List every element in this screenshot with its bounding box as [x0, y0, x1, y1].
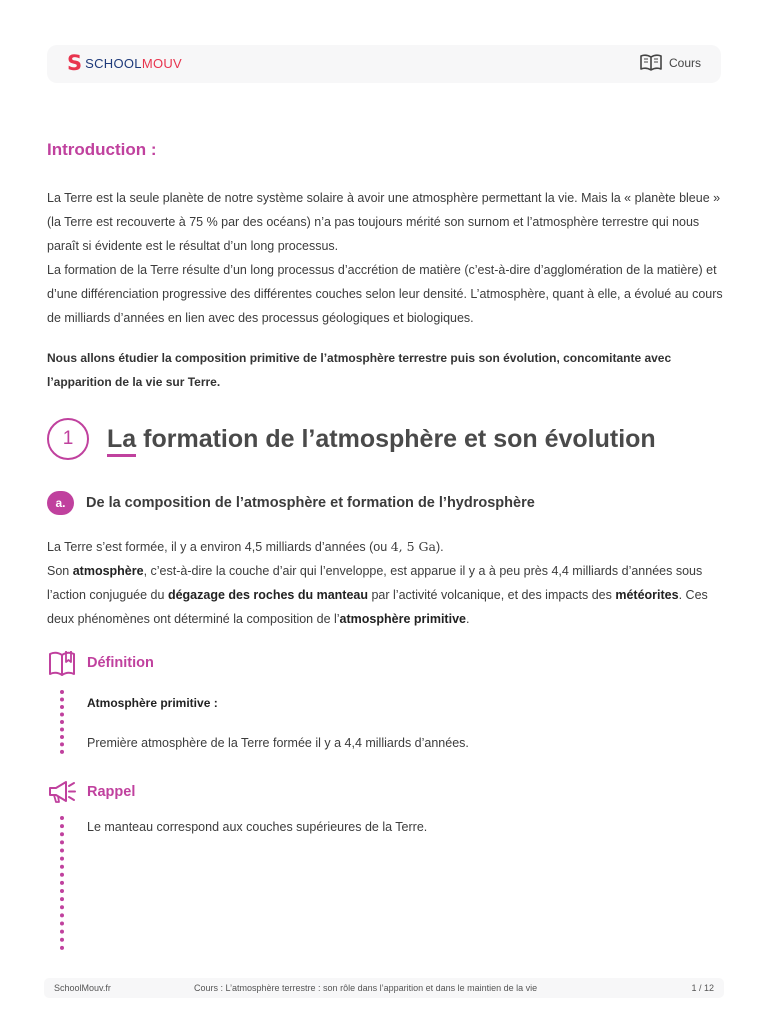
intro-paragraph-2: La formation de la Terre résulte d’un long processus d’accrétion de matière (c’est-à-dire d’agglomération de la matière) et d’une différenciation progressive des différentes couches selon leur densité. L’atmosphère, quant à elle, a évolué au cours de milliards d’années en lien avec des processus géologiques et biologiques. — [47, 263, 723, 325]
section-1-heading — [47, 418, 656, 460]
footer-course-title: Cours : L’atmosphère terrestre : son rôle dans l’apparition et dans le maintien de la vie — [194, 983, 538, 993]
intro-paragraph-1: La Terre est la seule planète de notre système solaire à avoir une atmosphère permettant la vie. Mais la « planète bleue » (la Terre est recouverte à 75 % par des océans) n’a pas toujours mérité son surnom et l’atmosphère terrestre qui nous paraît si évidente est le résultat d’un long processus. — [47, 191, 721, 253]
subsection-title: De la composition de l’atmosphère et formation de l’hydrosphère — [86, 495, 535, 511]
schoolmouv-logo[interactable] — [67, 53, 182, 73]
cours-label: Cours — [668, 56, 701, 70]
section-title: La formation de l’atmosphère et son évolution — [107, 424, 656, 453]
rappel-text: Le manteau correspond aux couches supérieures de la Terre. — [87, 820, 428, 834]
megaphone-icon — [47, 779, 77, 805]
definition-term: Atmosphère primitive : — [87, 696, 218, 710]
definition-heading — [47, 648, 154, 678]
section-number-badge: 1 — [47, 418, 89, 460]
logo-wordmark: SCHOOLMOUV — [85, 55, 183, 71]
rappel-label: Rappel — [87, 784, 136, 800]
logo-s-icon: S — [67, 51, 83, 75]
footer-site[interactable]: SchoolMouv.fr — [54, 983, 111, 993]
body-paragraph-1: La Terre s’est formée, il y a environ 4,5 milliards d’années (ou 4, 5 Ga). — [47, 539, 444, 554]
rappel-dotted-rule — [60, 816, 64, 950]
subsection-badge: a. — [47, 491, 74, 515]
footer-page-number: 1 / 12 — [691, 983, 714, 993]
header-bar — [47, 45, 721, 83]
cours-link[interactable] — [639, 54, 701, 72]
page-footer — [44, 978, 724, 998]
intro-paragraph-3: Nous allons étudier la composition primitive de l’atmosphère terrestre puis son évolution, concomitante avec l’apparition de la vie sur Terre. — [47, 351, 672, 389]
open-book-icon — [639, 54, 663, 72]
book-icon — [47, 648, 77, 678]
definition-dotted-rule — [60, 690, 64, 754]
intro-title: Introduction : — [47, 140, 157, 159]
rappel-heading — [47, 779, 135, 805]
body-paragraph-2: Son atmosphère, c’est-à-dire la couche d’air qui l’enveloppe, est apparue il y a à peu près 4,4 milliards d’années sous l’action conjuguée du dégazage des roches du manteau par l’activité volcanique, et des impacts des météorites. Ces deux phénomènes ont déterminé la composition de l’atmosphère primitive. — [47, 564, 708, 626]
definition-label: Définition — [87, 655, 154, 671]
definition-text: Première atmosphère de la Terre formée il y a 4,4 milliards d’années. — [87, 736, 469, 750]
subsection-a-heading — [47, 491, 535, 515]
